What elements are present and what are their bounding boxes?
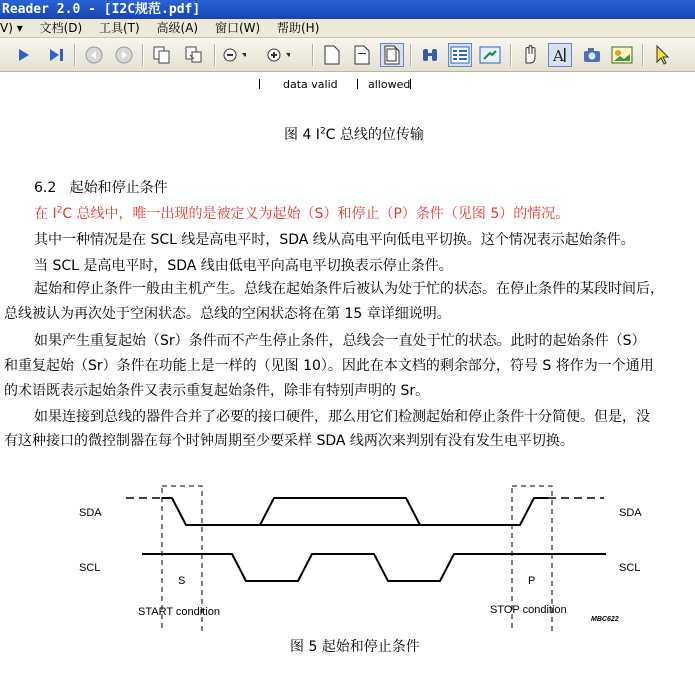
single-page-icon[interactable]	[320, 43, 344, 67]
paragraph-5a: 如果产生重复起始（Sr）条件而不产生停止条件，总线会一直处于忙的状态。此时的起始条件（S）	[34, 333, 646, 349]
svg-text:A: A	[553, 47, 564, 64]
zoom-out-icon[interactable]	[222, 43, 246, 67]
find-icon[interactable]	[418, 43, 442, 67]
menu-help[interactable]: 帮助(H)	[277, 21, 320, 35]
start-condition-label: START condition	[138, 606, 220, 618]
menu-view[interactable]: V) ▾	[0, 21, 23, 35]
text-select-icon[interactable]	[548, 43, 572, 67]
stop-symbol: P	[528, 575, 536, 587]
menu-advanced[interactable]: 高级(A)	[156, 21, 199, 35]
last-page-icon[interactable]	[44, 43, 68, 67]
start-stop-waveform	[0, 472, 695, 632]
paragraph-4b: 总线被认为再次处于空闲状态。总线的空闲状态将在第 15 章详细说明。	[4, 306, 451, 322]
snapshot-icon[interactable]	[580, 43, 604, 67]
bookmark-icon[interactable]	[448, 43, 472, 67]
sda-label-left: SDA	[79, 507, 102, 519]
window-title: Reader 2.0 - [I2C规范.pdf]	[0, 0, 695, 19]
hand-icon[interactable]	[518, 43, 542, 67]
pdf-page	[0, 72, 695, 693]
section-heading: 6.2 起始和停止条件	[34, 180, 168, 196]
menu-bar	[0, 19, 695, 38]
paragraph-6a: 如果连接到总线的器件合并了必要的接口硬件，那么用它们检测起始和停止条件十分简便。但是，没	[34, 409, 650, 425]
paragraph-5c: 的术语既表示起始条件又表示重复起始条件，除非有特别声明的 Sr。	[4, 383, 430, 399]
paragraph-2: 其中一种情况是在 SCL 线是高电平时，SDA 线从高电平向低电平切换。这个情况表示起始条件。	[34, 232, 635, 248]
paragraph-1: 在 $I^2C$ 总线中，唯一出现的是被定义为起始（S）和停止（P）条件（见图 5）的情况。	[34, 205, 570, 222]
menu-document[interactable]: 文档(D)	[39, 21, 83, 35]
paragraph-5b: 和重复起始（Sr）条件在功能上是一样的（见图 10）。因此在本文档的剩余部分，符号 S 将作为一个通用	[4, 358, 654, 374]
zoom-in-icon[interactable]	[266, 43, 290, 67]
fit-page-icon[interactable]	[380, 43, 404, 67]
paragraph-6b: 有这种接口的微控制器在每个时钟周期至少要采样 SDA 线两次来判别有没有发生电平切换。	[4, 433, 574, 449]
menu-tools[interactable]: 工具(T)	[99, 21, 140, 35]
stop-condition-label: STOP condition	[490, 604, 567, 616]
select-icon[interactable]	[182, 43, 206, 67]
figure-code: MBC622	[591, 616, 619, 623]
copy-icon[interactable]	[150, 43, 174, 67]
fig4-caption: 图 4 $I^2C$ 总线的位传输	[284, 126, 424, 143]
start-symbol: S	[178, 575, 186, 587]
pointer-icon[interactable]	[650, 43, 674, 67]
forward-icon[interactable]	[112, 43, 136, 67]
back-icon[interactable]	[82, 43, 106, 67]
sda-label-right: SDA	[619, 507, 642, 519]
allowed-label: allowed	[368, 78, 411, 91]
fig5-caption: 图 5 起始和停止条件	[290, 639, 420, 655]
data-valid-label: data valid	[283, 78, 338, 91]
menu-window[interactable]: 窗口(W)	[214, 21, 261, 35]
toolbar	[0, 38, 695, 72]
paragraph-3: 当 SCL 是高电平时，SDA 线由低电平向高电平切换表示停止条件。	[34, 258, 453, 274]
scl-label-left: SCL	[79, 562, 101, 574]
two-page-icon[interactable]	[350, 43, 374, 67]
thumbnail-icon[interactable]	[478, 43, 502, 67]
paragraph-4a: 起始和停止条件一般由主机产生。总线在起始条件后被认为处于忙的状态。在停止条件的某段时间后，	[34, 281, 664, 297]
scl-label-right: SCL	[619, 562, 641, 574]
play-icon[interactable]	[12, 43, 36, 67]
image-icon[interactable]	[610, 43, 634, 67]
